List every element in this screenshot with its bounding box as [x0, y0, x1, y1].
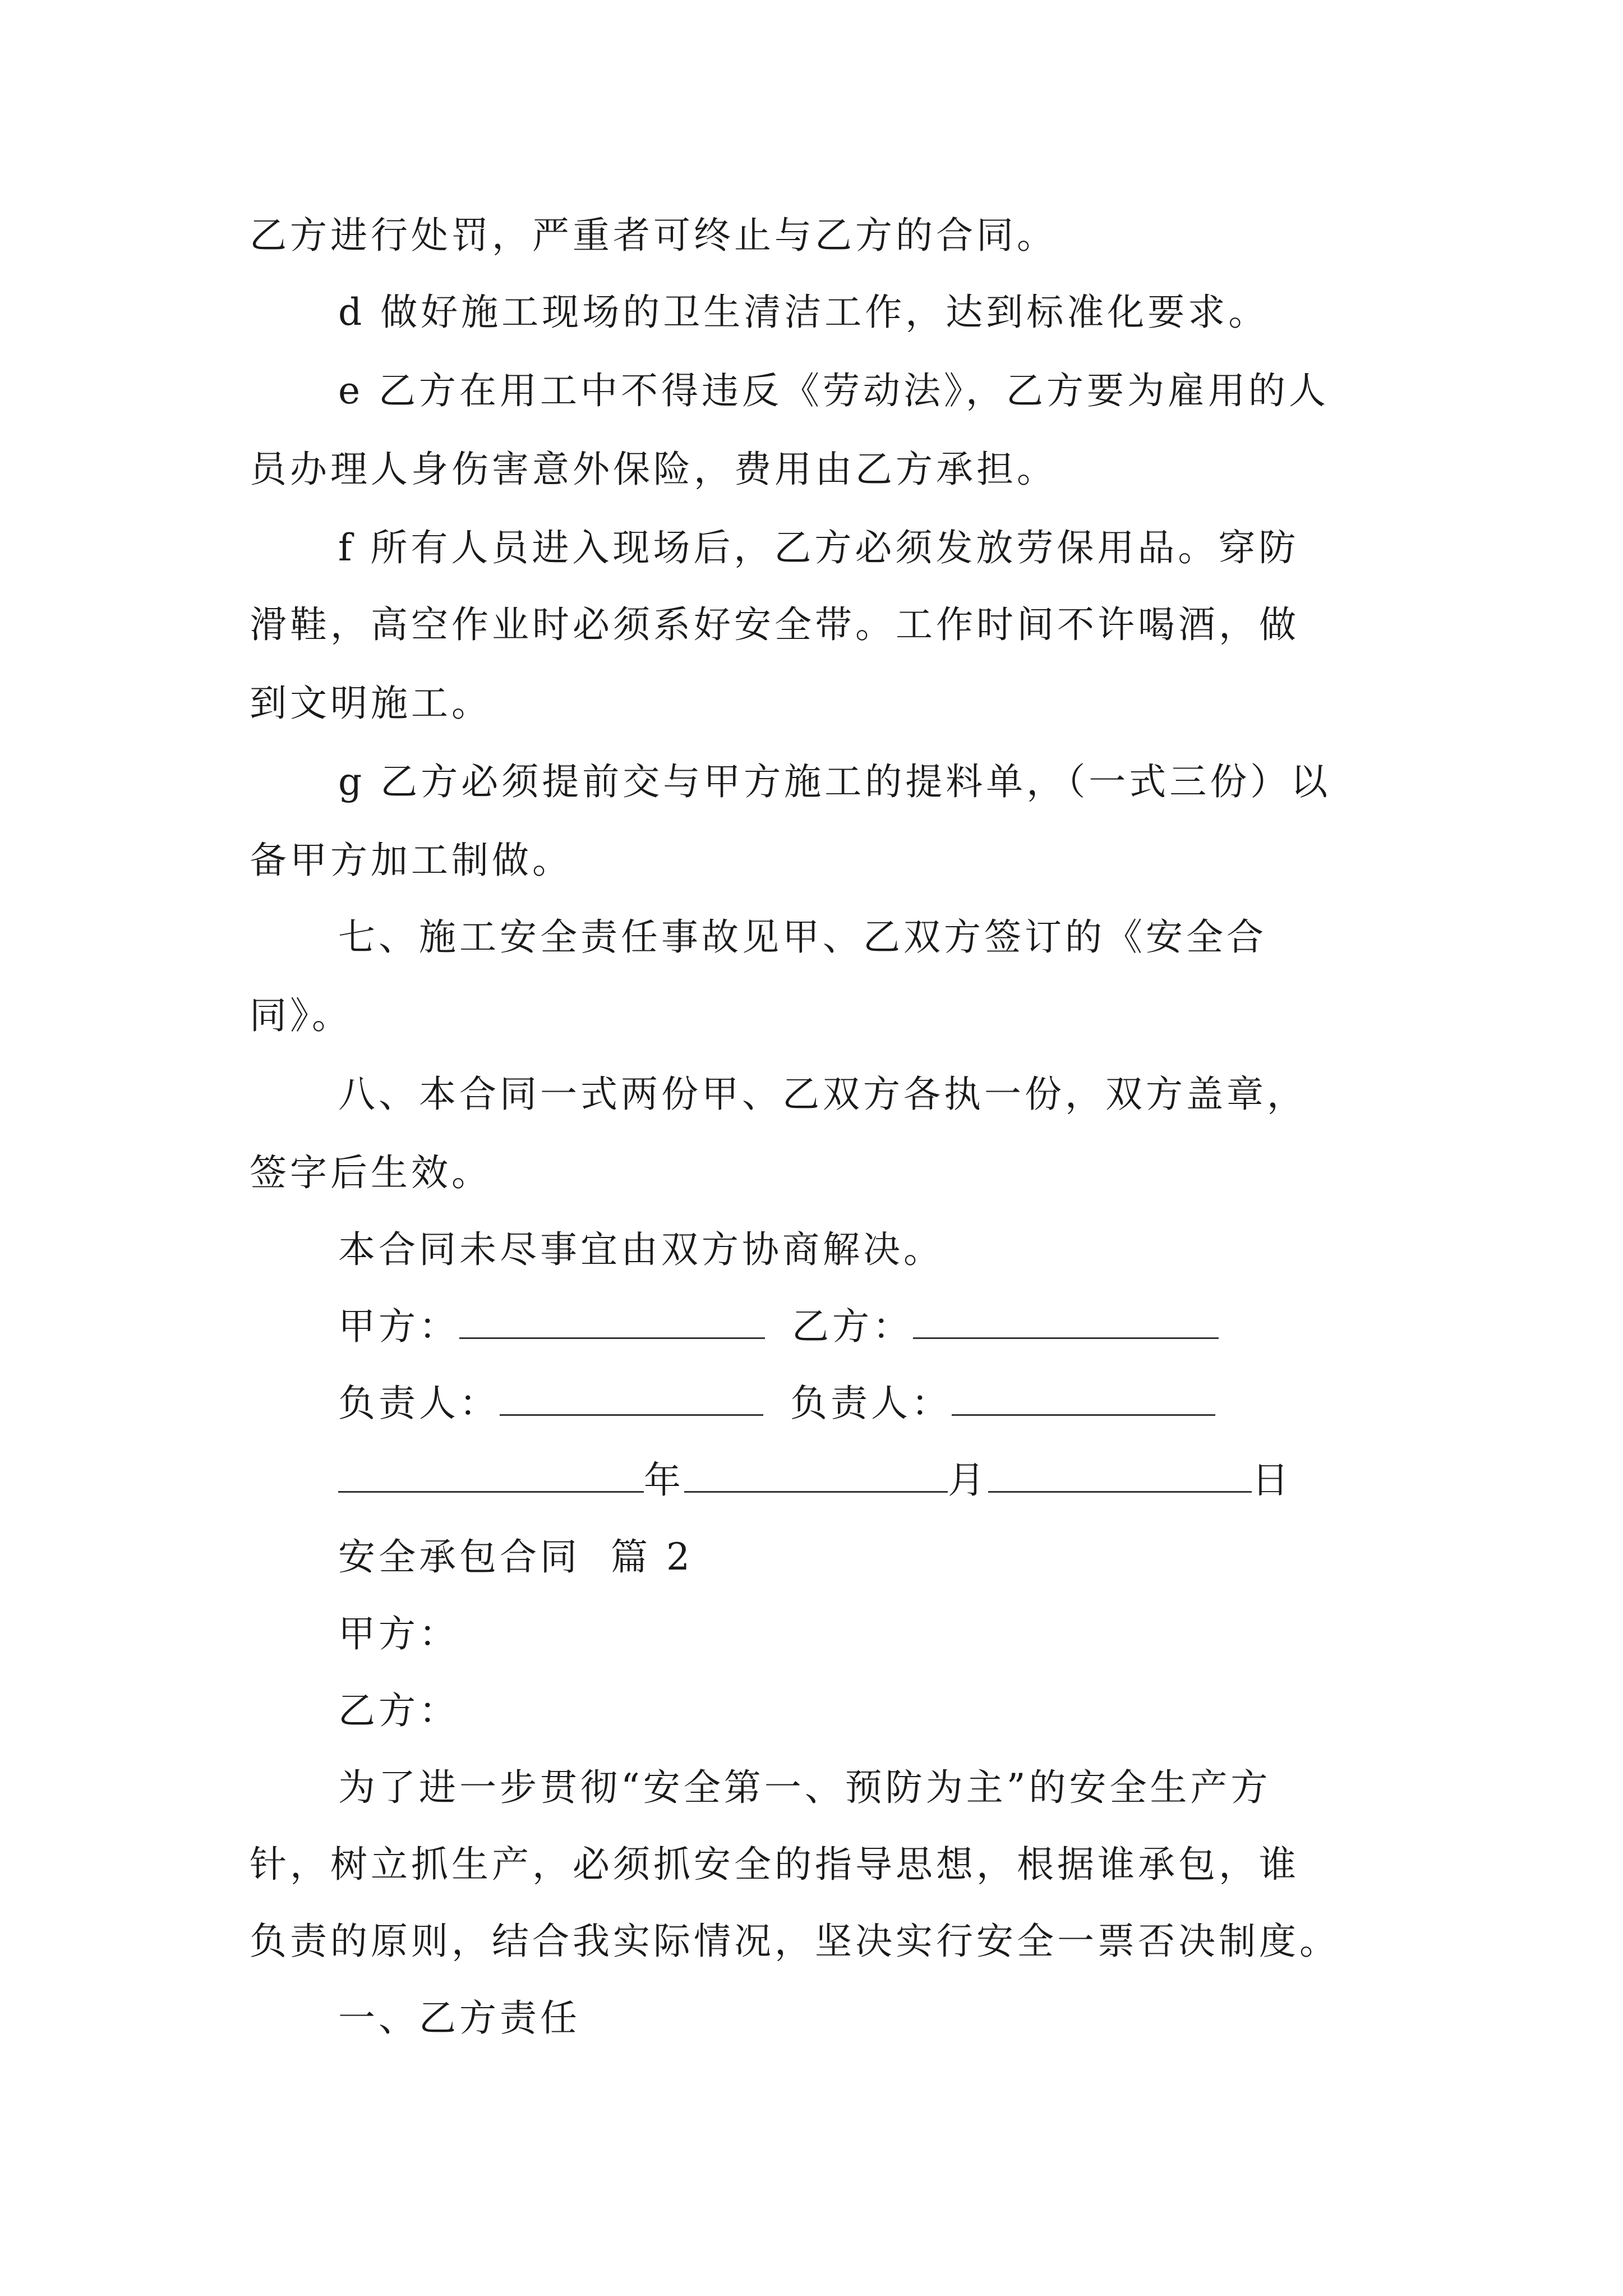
paragraph-line: 到文明施工。 [250, 682, 492, 725]
party-a-responsible-label: 负责人： [338, 1382, 500, 1425]
section-title: 安全承包合同 篇 2 [338, 1535, 693, 1579]
party-a-sign-label: 甲方： [338, 1305, 459, 1348]
signature-line-responsible [338, 1381, 1215, 1426]
party-a-responsible-blank [500, 1383, 763, 1416]
year-label: 年 [644, 1458, 684, 1502]
day-label: 日 [1252, 1458, 1292, 1502]
paragraph-line: 负责的原则，结合我实际情况，坚决实行安全一票否决制度。 [250, 1920, 1340, 1963]
paragraph-line: 滑鞋，高空作业时必须系好安全带。工作时间不许喝酒，做 [250, 603, 1299, 646]
paragraph-line: 针，树立抓生产，必须抓安全的指导思想，根据谁承包，谁 [250, 1843, 1299, 1886]
paragraph-line: e 乙方在用工中不得违反《劳动法》，乙方要为雇用的人 [338, 369, 1330, 412]
party-b-responsible-blank [952, 1383, 1215, 1416]
party-b-line: 乙方： [338, 1689, 459, 1732]
paragraph-line: 备甲方加工制做。 [250, 839, 573, 882]
day-blank [988, 1460, 1252, 1493]
month-label: 月 [948, 1458, 988, 1502]
paragraph-line: d 做好施工现场的卫生清洁工作，达到标准化要求。 [338, 291, 1269, 334]
paragraph-line: 本合同未尽事宜由双方协商解决。 [338, 1228, 944, 1271]
paragraph-line: g 乙方必须提前交与甲方施工的提料单，（一式三份）以 [338, 760, 1331, 803]
paragraph-line: 乙方进行处罚，严重者可终止与乙方的合同。 [250, 214, 1057, 257]
paragraph-line: 为了进一步贯彻“安全第一、预防为主”的安全生产方 [338, 1766, 1271, 1809]
date-line [338, 1458, 1292, 1503]
paragraph-line: f 所有人员进入现场后，乙方必须发放劳保用品。穿防 [338, 526, 1299, 569]
paragraph-line: 七、施工安全责任事故见甲、乙双方签订的《安全合 [338, 915, 1267, 959]
paragraph-line: 八、本合同一式两份甲、乙双方各执一份，双方盖章， [338, 1073, 1307, 1116]
party-b-responsible-label: 负责人： [790, 1382, 952, 1425]
month-blank [684, 1460, 948, 1493]
paragraph-line: 签字后生效。 [250, 1151, 492, 1194]
signature-line-parties [338, 1304, 1219, 1349]
heading-line: 一、乙方责任 [338, 1996, 580, 2040]
paragraph-line: 员办理人身伤害意外保险，费用由乙方承担。 [250, 448, 1057, 491]
year-blank [338, 1460, 644, 1493]
party-a-sign-blank [459, 1306, 765, 1339]
party-b-sign-label: 乙方： [792, 1305, 913, 1348]
paragraph-line: 同》。 [250, 994, 352, 1037]
party-a-line: 甲方： [338, 1612, 459, 1655]
party-b-sign-blank [913, 1306, 1219, 1339]
